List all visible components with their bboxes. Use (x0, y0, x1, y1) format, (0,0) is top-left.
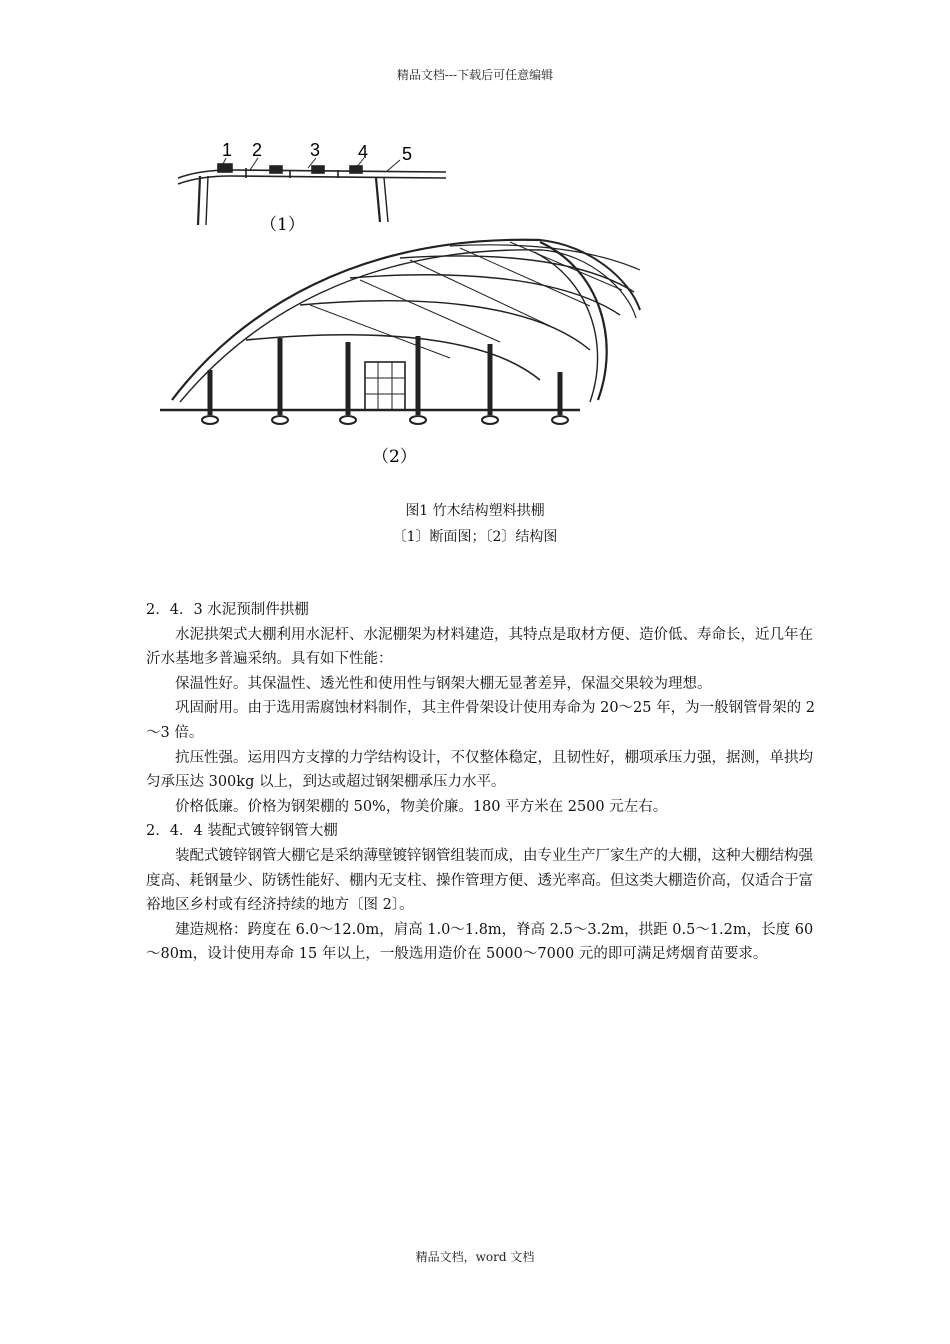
callout-label-1: 1 (222, 140, 233, 160)
paragraph: 保温性好。其保温性、透光性和使用性与钢架大棚无显著差异，保温交果较为理想。 (175, 675, 712, 692)
sub-label-1: （1） (260, 215, 305, 235)
figure-drawing (150, 130, 670, 475)
paragraph: 建造规格：跨度在 6.0～12.0m，肩高 1.0～1.8m，脊高 2.5～3.2m，拱距 0.5～1.2m，长度 60～80m，设计使用寿命 15 年以上，一般选用造价在 5000～7000 元的即可满足烤烟育苗要求。 (146, 921, 814, 963)
callout-label-2: 2 (252, 140, 263, 160)
paragraph: 装配式镀锌钢管大棚它是采纳薄壁镀锌钢管组装而成，由专业生产厂家生产的大棚，这种大棚结构强度高、耗钢量少、防锈性能好、棚内无支柱、操作管理方便、透光率高。但这类大棚造价高，仅适合于富裕地区乡村或有经济持续的地方〔图 2〕。 (146, 847, 813, 914)
paragraph: 价格低廉。价格为钢架棚的 50%，物美价廉。180 平方米在 2500 元左右。 (175, 798, 668, 815)
paragraph: 抗压性强。运用四方支撑的力学结构设计，不仅整体稳定，且韧性好，棚项承压力强，据测，单拱均匀承压达 300kg 以上，到达或超过钢架棚承压力水平。 (146, 749, 813, 791)
figure-caption-subtitle: 〔1〕断面图；〔2〕结构图 (392, 529, 558, 545)
callout-label-5: 5 (402, 144, 413, 164)
callout-label-4: 4 (358, 142, 369, 162)
sub-label-2: （2） (372, 447, 417, 467)
callout-label-3: 3 (310, 140, 321, 160)
page-header: 精品文档---下载后可任意编辑 (396, 68, 554, 82)
body-text (146, 598, 818, 967)
paragraph: 巩固耐用。由于选用需腐蚀材料制作，其主件骨架设计使用寿命为 20～25 年，为一般钢管骨架的 2～3 倍。 (146, 700, 815, 741)
section-heading: 2．4．3 水泥预制件拱棚 (146, 602, 309, 618)
page-footer: 精品文档，word 文档 (415, 1250, 535, 1264)
section-view (178, 158, 446, 225)
arch-structure (160, 240, 640, 424)
figure-greenhouse-structure (150, 130, 670, 475)
figure-caption-title: 图1 竹木结构塑料拱棚 (405, 503, 545, 519)
section-heading: 2．4．4 装配式镀锌钢管大棚 (146, 823, 338, 840)
paragraph: 水泥拱架式大棚利用水泥杆、水泥棚架为材料建造，其特点是取材方便、造价低、寿命长，近几年在沂水基地多普遍采纳。具有如下性能： (146, 626, 813, 668)
